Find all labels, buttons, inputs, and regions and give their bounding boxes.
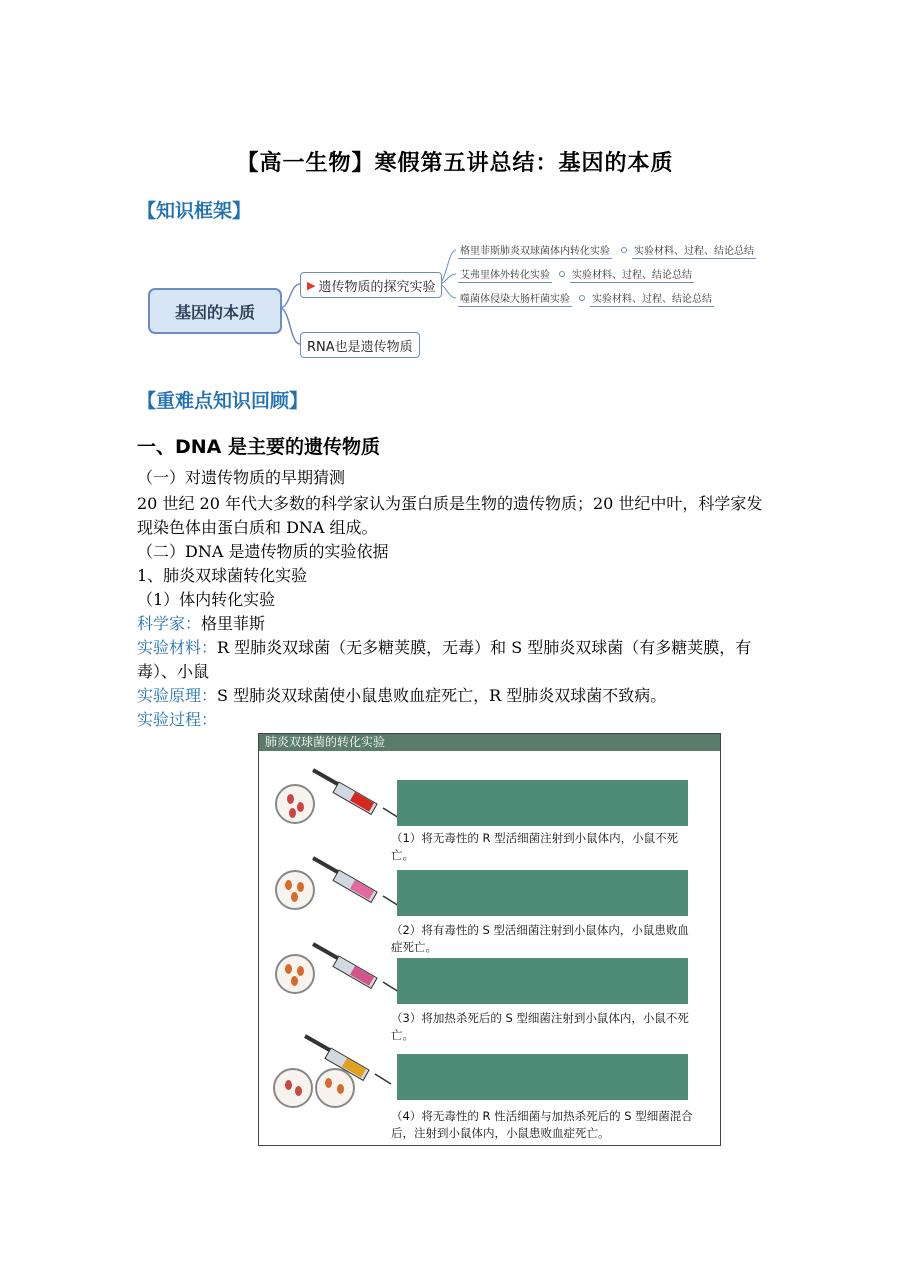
mind-map-branch-rna: RNA也是遗传物质 xyxy=(300,332,420,358)
principle-line xyxy=(137,684,777,708)
petri-dish-icon xyxy=(275,954,315,994)
mind-map-leaf: 实验材料、过程、结论总结 xyxy=(590,290,714,307)
section-heading-dna: 一、DNA 是主要的遗传物质 xyxy=(137,436,380,458)
mind-map-branch-experiments xyxy=(300,272,442,298)
syringe-icon xyxy=(311,852,401,912)
flag-icon: ▶ xyxy=(307,278,316,292)
mind-map-leaf: 实验材料、过程、结论总结 xyxy=(632,242,756,259)
process-line xyxy=(137,708,777,732)
mind-map-leaf: 格里菲斯肺炎双球菌体内转化实验 xyxy=(458,242,612,259)
petri-dish-icon xyxy=(275,870,315,910)
paragraph: 20 世纪 20 年代大多数的科学家认为蛋白质是生物的遗传物质；20 世纪中叶，科学家发现染色体由蛋白质和 DNA 组成。 xyxy=(137,494,763,537)
scientist-value: 格里菲斯 xyxy=(201,614,266,633)
syringe-icon xyxy=(311,938,401,998)
paragraph: （二）DNA 是遗传物质的实验依据 xyxy=(137,542,389,561)
experiment-row-1 xyxy=(259,756,720,862)
principle-label: 实验原理： xyxy=(137,686,218,705)
mind-map-root: 基因的本质 xyxy=(148,288,282,334)
syringe-icon xyxy=(311,764,401,824)
paragraph: 1、肺炎双球菌转化实验 xyxy=(137,566,308,585)
paragraph: （1）体内转化实验 xyxy=(137,590,276,609)
process-label: 实验过程： xyxy=(137,710,218,729)
branch-label: 遗传物质的探究实验 xyxy=(318,279,436,295)
petri-dish-icon xyxy=(275,784,315,824)
document-title: 【高一生物】寒假第五讲总结：基因的本质 xyxy=(236,151,674,176)
material-line xyxy=(137,636,777,684)
figure-title: 肺炎双球菌的转化实验 xyxy=(259,734,720,751)
material-value: R 型肺炎双球菌（无多糖荚膜，无毒）和 S 型肺炎双球菌（有多糖荚膜，有毒）、小鼠 xyxy=(137,638,752,681)
figure-caption: （2）将有毒性的 S 型活细菌注射到小鼠体内，小鼠患败血症死亡。 xyxy=(391,923,689,954)
figure-caption: （1）将无毒性的 R 型活细菌注射到小鼠体内，小鼠不死亡。 xyxy=(391,831,679,862)
framework-heading: 【知识框架】 xyxy=(137,200,252,222)
mind-map-leaf: 艾弗里体外转化实验 xyxy=(458,266,552,283)
scientist-label: 科学家： xyxy=(137,614,202,633)
experiment-row-2 xyxy=(259,850,720,954)
mind-map-leaf: 噬菌体侵染大肠杆菌实验 xyxy=(458,290,572,307)
figure-caption: （4）将无毒性的 R 性活细菌与加热杀死后的 S 型细菌混合后，注射到小鼠体内，小鼠患败血症死亡。 xyxy=(391,1109,693,1140)
review-heading: 【重难点知识回顾】 xyxy=(137,390,309,412)
experiment-row-3 xyxy=(259,938,720,1042)
principle-value: S 型肺炎双球菌使小鼠患败血症死亡，R 型肺炎双球菌不致病。 xyxy=(217,686,667,705)
experiment-row-4 xyxy=(259,1028,720,1140)
mice-illustration xyxy=(397,958,688,1004)
mice-illustration xyxy=(397,1054,688,1100)
mice-illustration xyxy=(397,780,688,826)
material-label: 实验材料： xyxy=(137,638,218,657)
mind-map-leaf: 实验材料、过程、结论总结 xyxy=(570,266,694,283)
mind-map xyxy=(140,236,780,366)
paragraph: （一）对遗传物质的早期猜测 xyxy=(137,468,346,487)
experiment-figure xyxy=(258,733,721,1146)
figure-caption: （3）将加热杀死后的 S 型细菌注射到小鼠体内，小鼠不死亡。 xyxy=(391,1011,689,1042)
scientist-line xyxy=(137,612,777,636)
mice-illustration xyxy=(397,870,688,916)
syringe-icon xyxy=(303,1030,393,1090)
